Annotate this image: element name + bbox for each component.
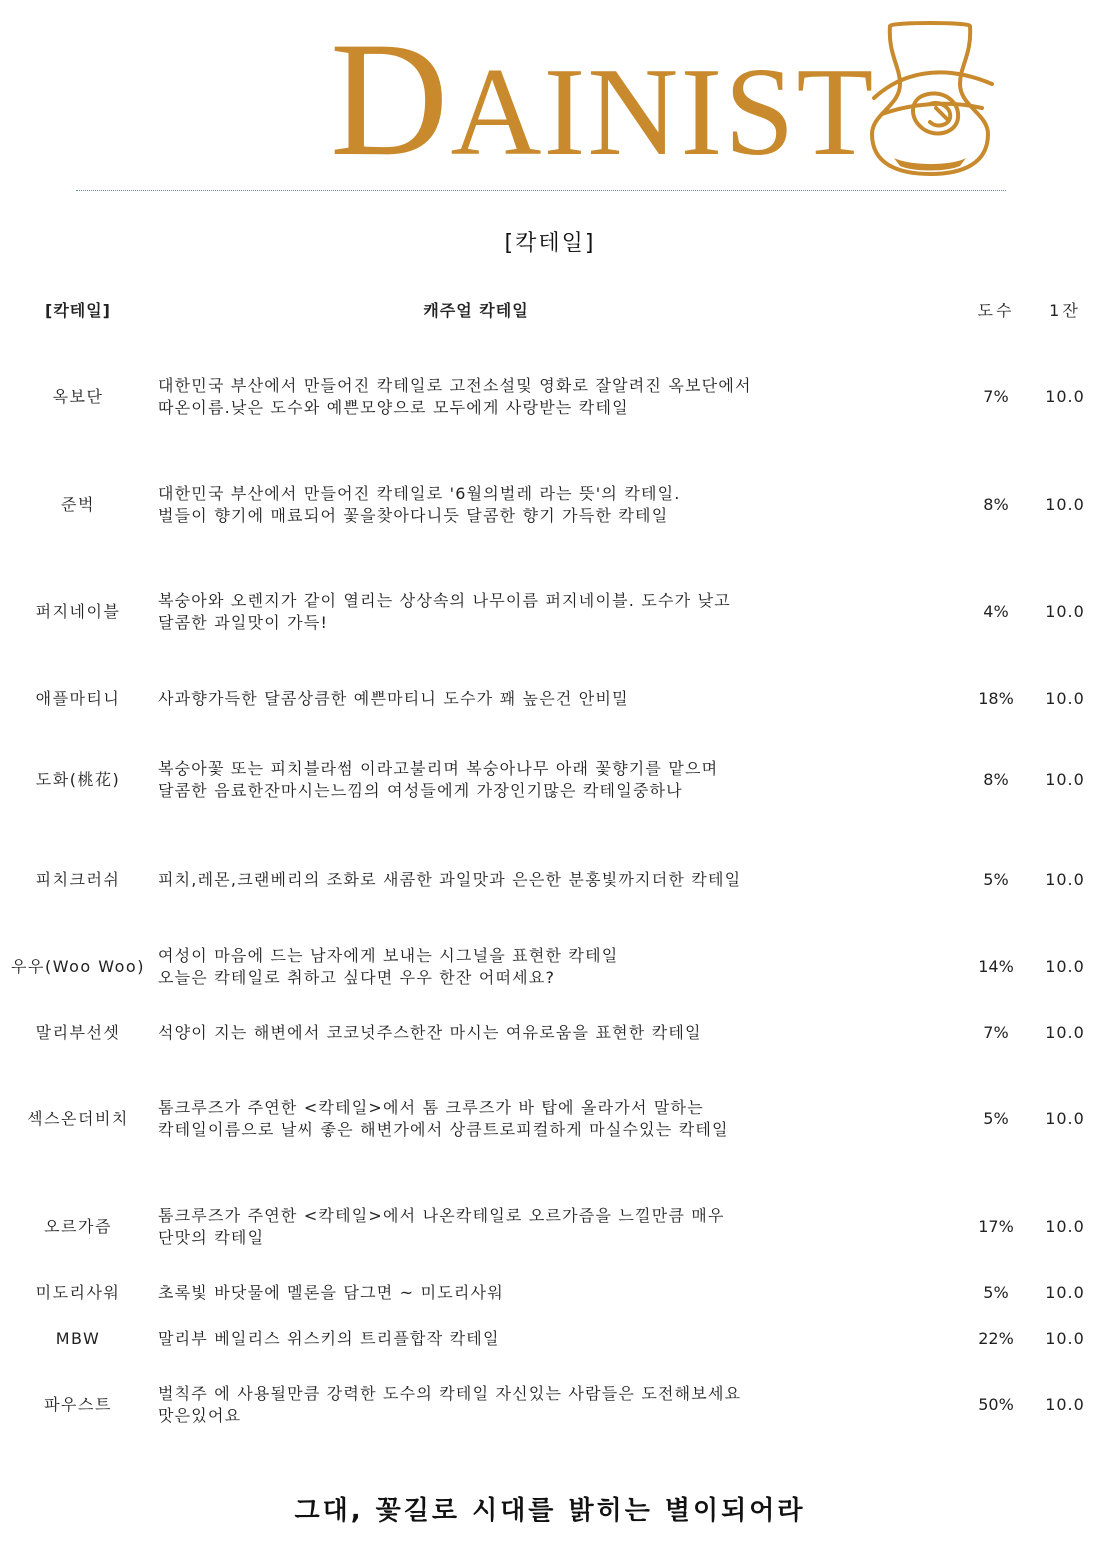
cocktail-price: 10.0	[1045, 957, 1085, 976]
cocktail-description: 피치,레몬,크랜베리의 조화로 새콤한 과일맛과 은은한 분홍빛까지더한 칵테일	[158, 870, 742, 889]
cocktail-abv: 50%	[978, 1395, 1014, 1414]
cocktail-name: 준벅	[61, 495, 95, 514]
cocktail-name: 미도리사워	[35, 1283, 121, 1302]
column-header-price: 1잔	[1049, 301, 1081, 320]
cocktail-name: 도화(桃花)	[35, 770, 121, 789]
cocktail-description: 초록빛 바닷물에 멜론을 담그면 ~ 미도리사워	[158, 1283, 504, 1302]
cocktail-price: 10.0	[1045, 1023, 1085, 1042]
cocktail-description: 벌칙주 에 사용될만큼 강력한 도수의 칵테일 자신있는 사람들은 도전해보세요 맛은있어요	[158, 1384, 742, 1425]
cocktail-description: 여성이 마음에 드는 남자에게 보내는 시그널을 표현한 칵테일 오늘은 칵테일로 취하고 싶다면 우우 한잔 어떠세요?	[158, 946, 619, 987]
cocktail-description: 대한민국 부산에서 만들어진 칵테일로 고전소설및 영화로 잘알려진 옥보단에서 따온이름.낮은 도수와 예쁜모양으로 모두에게 사랑받는 칵테일	[158, 376, 752, 417]
cocktail-name: 애플마티니	[35, 689, 121, 708]
footer-slogan: 그대, 꽃길로 시대를 밝히는 별이되어라	[294, 1496, 806, 1526]
cocktail-name: 오르가즘	[44, 1217, 112, 1236]
cocktail-abv: 4%	[983, 602, 1009, 621]
cocktail-price: 10.0	[1045, 602, 1085, 621]
brand-header	[0, 0, 1100, 190]
cocktail-abv: 18%	[978, 689, 1014, 708]
cocktail-price: 10.0	[1045, 770, 1085, 789]
cocktail-price: 10.0	[1045, 1283, 1085, 1302]
cocktail-name: 퍼지네이블	[35, 602, 121, 621]
cocktail-abv: 5%	[983, 1109, 1009, 1128]
cocktail-abv: 8%	[983, 770, 1009, 789]
cocktail-name: 섹스온더비치	[27, 1109, 129, 1128]
cocktail-description: 톰크루즈가 주연한 <칵테일>에서 톰 크루즈가 바 탑에 올라가서 말하는 칵테일이름으로 날씨 좋은 해변가에서 상큼트로피컬하게 마실수있는 칵테일	[158, 1098, 729, 1139]
cocktail-abv: 22%	[978, 1329, 1014, 1348]
column-header-category: [칵테일]	[45, 301, 111, 320]
cocktail-abv: 7%	[983, 387, 1009, 406]
cocktail-abv: 5%	[983, 870, 1009, 889]
column-header-abv: 도수	[977, 301, 1015, 320]
cocktail-description: 사과향가득한 달콤상큼한 예쁜마티니 도수가 꽤 높은건 안비밀	[158, 689, 629, 708]
cocktail-name: 옥보단	[52, 387, 104, 406]
cocktail-description: 석양이 지는 해변에서 코코넛주스한잔 마시는 여유로움을 표현한 칵테일	[158, 1023, 702, 1042]
cocktail-price: 10.0	[1045, 1329, 1085, 1348]
cocktail-name: 파우스트	[44, 1395, 112, 1414]
cocktail-abv: 5%	[983, 1283, 1009, 1302]
cocktail-description: 톰크루즈가 주연한 <칵테일>에서 나온칵테일로 오르가즘을 느낄만큼 매우 단맛의 칵테일	[158, 1206, 725, 1247]
cocktail-price: 10.0	[1045, 870, 1085, 889]
cocktail-description: 말리부 베일리스 위스키의 트리플합작 칵테일	[158, 1329, 500, 1348]
cocktail-name: MBW	[55, 1329, 101, 1348]
cocktail-abv: 7%	[983, 1023, 1009, 1042]
cocktail-name: 피치크러쉬	[35, 870, 121, 889]
cocktail-price: 10.0	[1045, 689, 1085, 708]
brand-logo-text: DAINIST	[330, 9, 876, 190]
cocktail-description: 복숭아와 오렌지가 같이 열리는 상상속의 나무이름 퍼지네이블. 도수가 낮고 달콤한 과일맛이 가득!	[158, 591, 731, 632]
header-divider	[76, 190, 1006, 191]
column-header-description: 캐주얼 칵테일	[423, 301, 529, 320]
cocktail-price: 10.0	[1045, 387, 1085, 406]
cocktail-name: 말리부선셋	[35, 1023, 121, 1042]
cocktail-description: 대한민국 부산에서 만들어진 칵테일로 '6월의벌레 라는 뜻'의 칵테일. 벌들이 향기에 매료되어 꽃을찾아다니듯 달콤한 향기 가득한 칵테일	[158, 484, 681, 525]
cocktail-name: 우우(Woo Woo)	[11, 957, 145, 976]
cocktail-price: 10.0	[1045, 495, 1085, 514]
cocktail-description: 복숭아꽃 또는 피치블라썸 이라고불리며 복숭아나무 아래 꽃향기를 맡으며 달콤한 음료한잔마시는느낌의 여성들에게 가장인기많은 칵테일중하나	[158, 759, 719, 800]
cocktail-price: 10.0	[1045, 1109, 1085, 1128]
whisky-glass-icon	[860, 14, 1000, 180]
cocktail-abv: 8%	[983, 495, 1009, 514]
cocktail-price: 10.0	[1045, 1395, 1085, 1414]
cocktail-price: 10.0	[1045, 1217, 1085, 1236]
cocktail-abv: 14%	[978, 957, 1014, 976]
cocktail-abv: 17%	[978, 1217, 1014, 1236]
page-title: [칵테일]	[504, 231, 596, 256]
